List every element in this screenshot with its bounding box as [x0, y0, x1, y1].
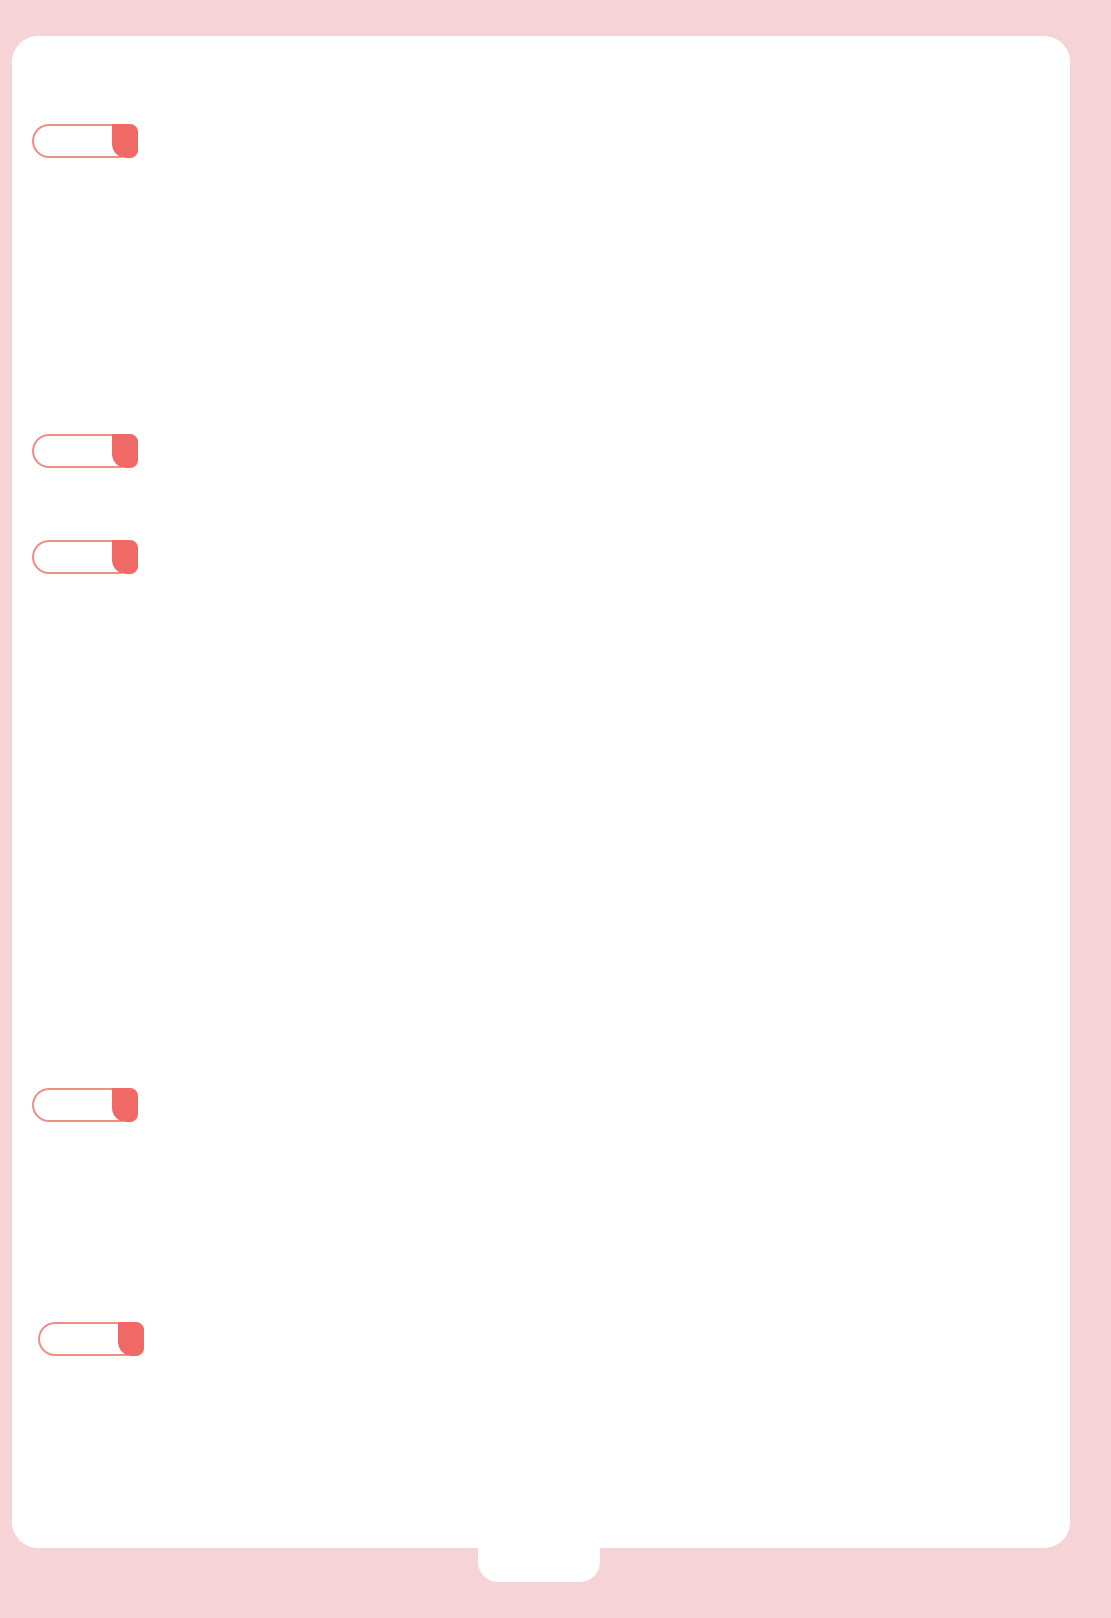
kaodian-item: [126, 212, 226, 238]
kaodian-item: [126, 292, 226, 318]
page-number: [478, 1536, 600, 1582]
kaodian-item: [130, 1446, 230, 1472]
topic5-title: [12, 1254, 1070, 1294]
kaodian-item: [126, 172, 226, 198]
kaodian-item: [126, 372, 226, 398]
section-tag: [112, 1088, 138, 1122]
kaodian-item: [126, 332, 226, 358]
section-tag: [118, 1322, 144, 1356]
section-tag: [112, 540, 138, 574]
section-tag: [112, 124, 138, 158]
section-tag: [112, 434, 138, 468]
kaodian-item: [130, 1370, 230, 1396]
topic4-title: [12, 56, 1070, 96]
page-card: [12, 36, 1070, 1548]
kaodian-item: [126, 252, 226, 278]
kaodian-item: [130, 1408, 230, 1434]
